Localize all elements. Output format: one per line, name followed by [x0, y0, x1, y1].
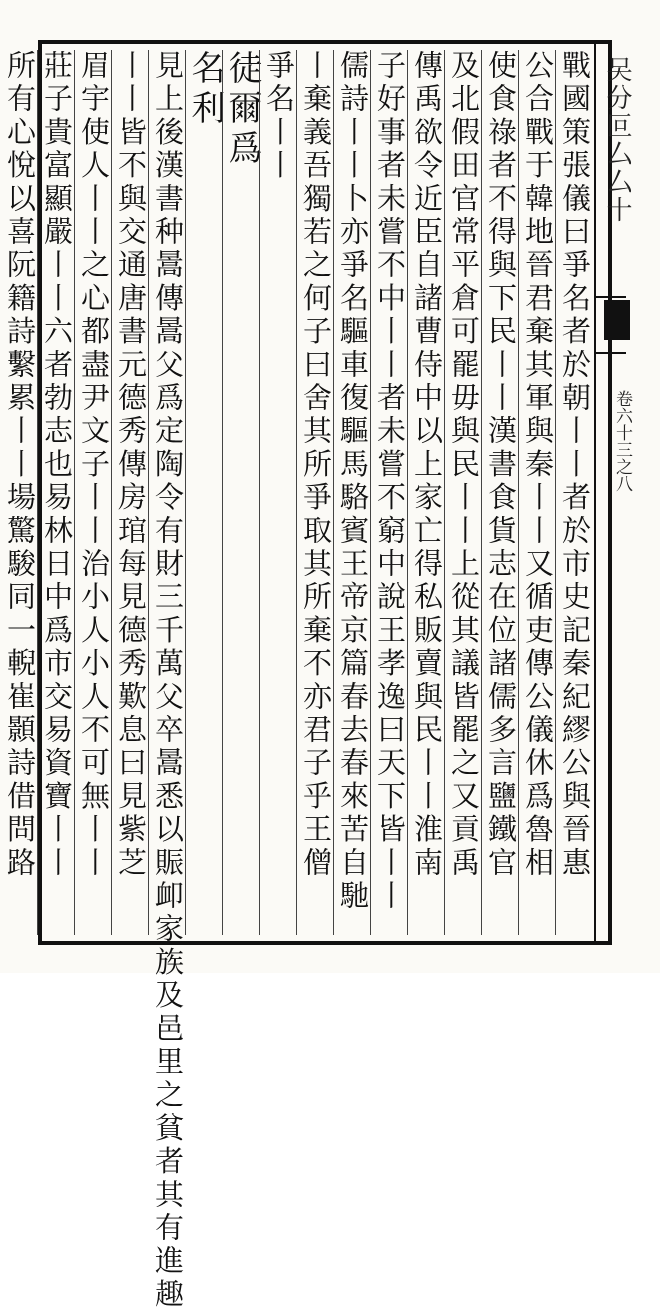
book-title-margin: 㕦分叵厶厶十 — [602, 56, 632, 224]
text-column-4: 及北假田官常平倉可罷毋與民丨丨上從其議皆罷之又貢禹 — [444, 50, 481, 935]
entry-title: 名利 — [185, 50, 225, 130]
margin-divider-line — [594, 44, 596, 941]
text-column-8: 丨棄義吾獨若之何子曰舍其所爭取其所棄不亦君子乎王僧 — [296, 50, 333, 935]
text-column-2: 公合戰于韓地晉君棄其軍與秦丨丨又循吏傳公儀休爲魯相 — [518, 50, 555, 935]
entry-heading-prefix: 徒爾爲 — [222, 50, 262, 170]
text-column-9: 爭名丨丨 — [259, 50, 296, 935]
entry-heading-column — [222, 50, 262, 935]
text-column-13: 莊子貴富顯嚴丨丨六者勃志也易林日中爲市交易資寶丨丨 — [37, 50, 74, 935]
text-column-14: 所有心悅以喜阮籍詩繫累丨丨場驚駿同一輗崔顥詩借問路 — [3, 50, 37, 880]
text-column-7: 儒詩丨丨卜亦爭名驅車復驅馬駱賓王帝京篇春去春來苦自馳 — [333, 50, 370, 935]
text-column-6: 子好事者未嘗不中丨丨者未嘗不窮中說王孝逸曰天下皆丨丨 — [370, 50, 407, 935]
text-column-11: 丨丨皆不與交通唐書元德秀傳房琯每見德秀歎息曰見紫芝 — [111, 50, 148, 935]
fishtail-bottom-rule — [596, 352, 626, 354]
entry-note-column: 見上後漢書种暠傳暠父爲定陶令有財三千萬父卒暠悉以賑卹家族及邑里之貧者其有進趣 — [148, 50, 185, 935]
text-columns — [3, 50, 592, 1312]
text-column-3: 使食祿者不得與下民丨丨漢書食貨志在位諸儒多言鹽鐵官 — [481, 50, 518, 935]
fishtail-mark — [604, 300, 630, 340]
fishtail-top-rule — [596, 296, 626, 298]
text-column-1: 戰國策張儀曰爭名者於朝丨丨者於市史記秦紀繆公與晉惠 — [555, 50, 592, 935]
text-column-12: 眉宇使人丨丨之心都盡尹文子丨丨治小人小人不可無丨丨 — [74, 50, 111, 935]
entry-title-column — [185, 50, 225, 935]
volume-number-margin: 卷六十三之八 — [612, 390, 632, 492]
text-column-5: 傳禹欲令近臣自諸曹侍中以上家亡得私販賣與民丨丨淮南 — [407, 50, 444, 935]
